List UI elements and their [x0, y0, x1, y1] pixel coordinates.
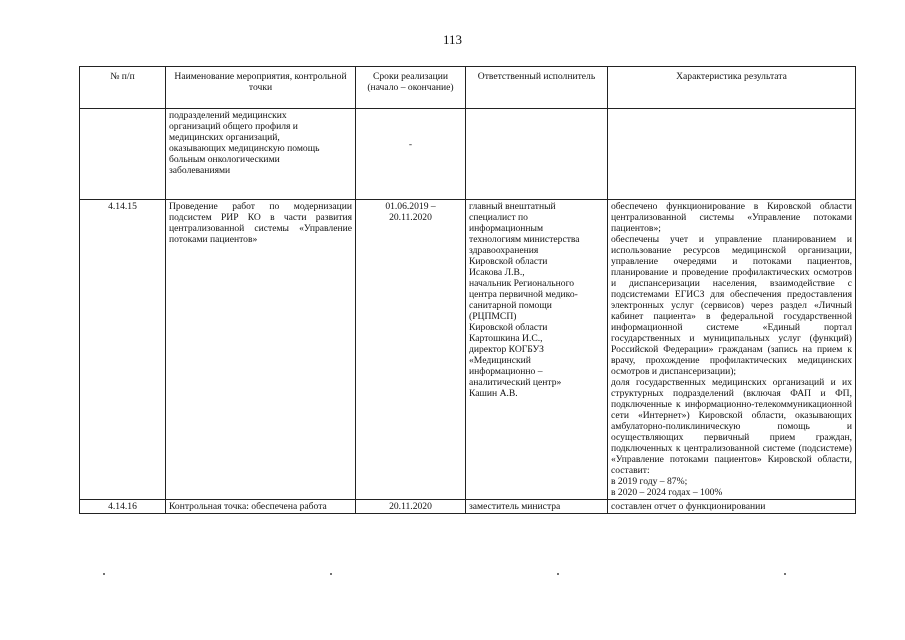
action-plan-table [79, 66, 856, 514]
cell-dates: 20.11.2020 [356, 500, 466, 514]
executor-line: Кировской области [469, 322, 548, 333]
header-result: Характеристика результата [608, 67, 856, 109]
scan-speck [784, 573, 786, 575]
end-date: 20.11.2020 [389, 212, 432, 223]
executor-line: санитарной помощи [469, 300, 552, 311]
scan-speck [103, 573, 105, 575]
header-num: № п/п [80, 67, 166, 109]
cell-result: составлен отчет о функционировании [608, 500, 856, 514]
executor-line: аналитический центр» [469, 377, 562, 388]
executor-line: (РЦПМСП) [469, 311, 517, 322]
cell-num: 4.14.16 [80, 500, 166, 514]
cell-dates [356, 200, 466, 500]
cell-executor [466, 109, 608, 200]
name-line: медицинских организаций, [169, 132, 280, 143]
cell-result [608, 109, 856, 200]
cell-num [80, 109, 166, 200]
cell-result [608, 200, 856, 500]
cell-name: Проведение работ по модернизации подсистем РИР КО в части развития централизованной системы «Управление потоками пациентов» [166, 200, 356, 500]
executor-line: директор КОГБУЗ [469, 344, 544, 355]
cell-name: Контрольная точка: обеспечена работа [166, 500, 356, 514]
name-line: организаций общего профиля и [169, 121, 298, 132]
page-number: 113 [442, 32, 463, 47]
header-dates: Сроки реализации (начало – окончание) [356, 67, 466, 109]
name-line: оказывающих медицинскую помощь [169, 143, 320, 154]
scan-speck [330, 573, 332, 575]
cell-executor: заместитель министра [466, 500, 608, 514]
executor-line: Кировской области [469, 256, 548, 267]
scan-speck [557, 573, 559, 575]
executor-line: начальник Регионального [469, 278, 575, 289]
name-line: больным онкологическими [169, 154, 280, 165]
result-paragraph: в 2019 году – 87%; [611, 476, 688, 487]
table-row-continuation [80, 109, 856, 200]
cell-num: 4.14.15 [80, 200, 166, 500]
header-executor: Ответственный исполнитель [466, 67, 608, 109]
executor-line: Картошкина И.С., [469, 333, 543, 344]
executor-line: информационно – [469, 366, 543, 377]
executor-line: специалист по [469, 212, 528, 223]
cell-name [166, 109, 356, 200]
executor-line: информационным [469, 223, 544, 234]
executor-line: Исакова Л.В., [469, 267, 525, 278]
table-row-4-14-16 [80, 500, 856, 514]
result-paragraph: обеспечено функционирование в Кировской области централизованной системы «Управление потоками пациентов»; [611, 201, 852, 234]
name-line: подразделений медицинских [169, 110, 287, 121]
executor-line: «Медицинский [469, 355, 531, 366]
executor-line: главный внештатный [469, 201, 556, 212]
cell-executor [466, 200, 608, 500]
executor-line: технологиям министерства [469, 234, 580, 245]
executor-line: Кашин А.В. [469, 388, 518, 399]
result-paragraph: в 2020 – 2024 годах – 100% [611, 487, 723, 498]
header-name: Наименование мероприятия, контрольной точки [166, 67, 356, 109]
name-line: заболеваниями [169, 165, 231, 176]
start-date: 01.06.2019 – [385, 201, 436, 212]
executor-line: здравоохранения [469, 245, 539, 256]
cell-dates: - [356, 109, 466, 200]
result-paragraph: доля государственных медицинских организаций и их структурных подразделений (включая ФАП и ФП, подключенные к информационно-телекоммуникационной сети «Интернет») Кировской области, оказывающих амбулаторно-поликлиническую помощь и осуществляющих первичный прием граждан, подключенных к централизованной системе (подсистеме) «Управление потоками пациентов» Кировской области, составит: [611, 377, 852, 476]
result-paragraph: обеспечены учет и управление планированием и использование ресурсов медицинской организации, управление очередями и потоками пациентов, планирование и проведение профилактических осмотров и диспансеризации населения, взаимодействие с подсистемами ЕГИСЗ для обеспечения предоставления электронных услуг (сервисов) через раздел «Личный кабинет пациента» в федеральной государственной информационной системе «Единый портал государственных и муниципальных услуг (функций) Российской Федерации» гражданам (запись на прием к врачу, прохождение профилактических медицинских осмотров и диспансеризации); [611, 234, 852, 377]
executor-line: центра первичной медико- [469, 289, 578, 300]
table-header-row [80, 67, 856, 109]
table-row-4-14-15 [80, 200, 856, 500]
